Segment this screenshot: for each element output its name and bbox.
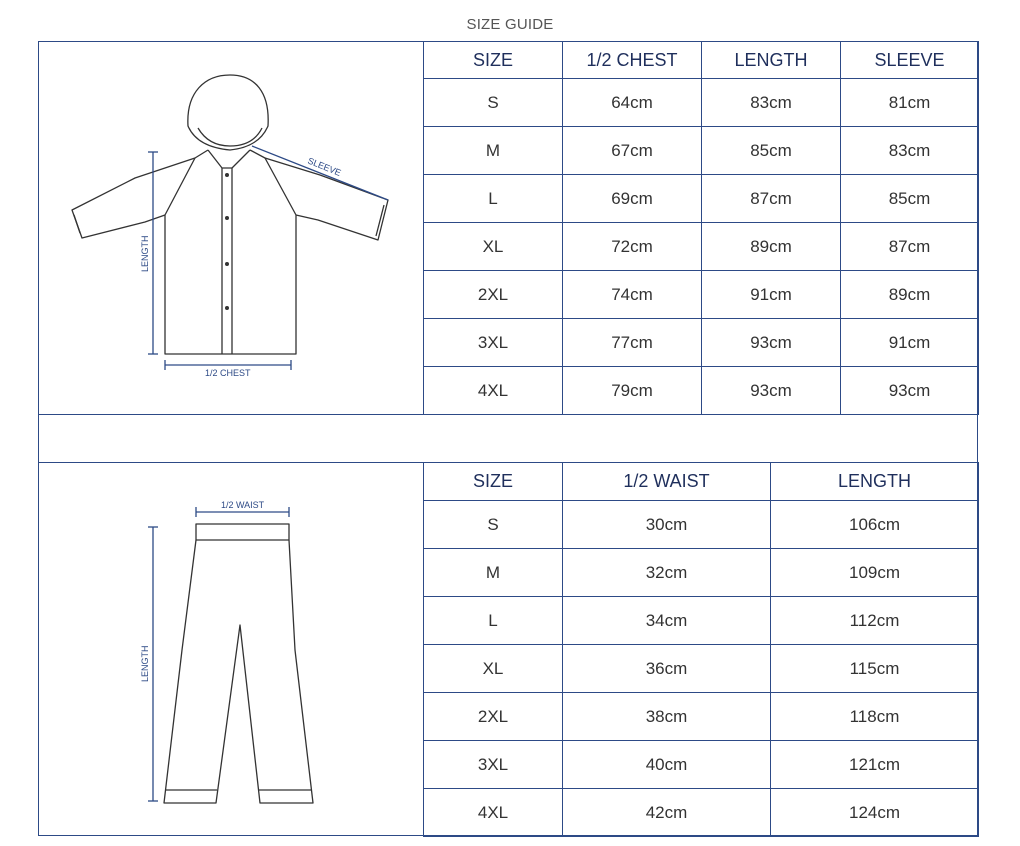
table-row [424, 549, 979, 597]
sleeve-cell: 81cm [841, 79, 979, 127]
table-row [424, 367, 979, 415]
jacket-illustration [40, 43, 422, 413]
size-cell: L [424, 597, 563, 645]
chest-cell: 77cm [563, 319, 702, 367]
waist-cell: 38cm [563, 693, 771, 741]
length-cell: 93cm [702, 367, 841, 415]
length-cell: 112cm [771, 597, 979, 645]
length-cell: 109cm [771, 549, 979, 597]
table-row [424, 597, 979, 645]
table-row [424, 741, 979, 789]
size-cell: L [424, 175, 563, 223]
jacket-chest-label: 1/2 CHEST [205, 368, 251, 378]
sleeve-cell: 93cm [841, 367, 979, 415]
length-cell: 121cm [771, 741, 979, 789]
table-row [424, 789, 979, 837]
table-row [424, 693, 979, 741]
pants-waist-label: 1/2 WAIST [221, 500, 265, 510]
table-header-row [424, 463, 979, 501]
pants-size-table [423, 462, 979, 837]
length-cell: 85cm [702, 127, 841, 175]
size-cell: 2XL [424, 271, 563, 319]
waist-cell: 30cm [563, 501, 771, 549]
table-row [424, 223, 979, 271]
chest-cell: 74cm [563, 271, 702, 319]
length-cell: 91cm [702, 271, 841, 319]
table-header-row [424, 42, 979, 79]
table-row [424, 175, 979, 223]
length-cell: 83cm [702, 79, 841, 127]
button-dot [225, 173, 229, 177]
size-cell: 2XL [424, 693, 563, 741]
pants-illustration [40, 464, 422, 834]
waist-cell: 42cm [563, 789, 771, 837]
chest-cell: 79cm [563, 367, 702, 415]
table-row [424, 79, 979, 127]
table-row [424, 319, 979, 367]
size-cell: 3XL [424, 741, 563, 789]
waist-cell: 32cm [563, 549, 771, 597]
header-size: SIZE [424, 463, 563, 501]
sleeve-cell: 83cm [841, 127, 979, 175]
size-cell: 4XL [424, 367, 563, 415]
header-length: LENGTH [702, 42, 841, 79]
page-title: SIZE GUIDE [466, 16, 554, 33]
pants-length-label: LENGTH [140, 645, 150, 682]
waist-cell: 40cm [563, 741, 771, 789]
waist-cell: 34cm [563, 597, 771, 645]
size-cell: M [424, 127, 563, 175]
table-row [424, 645, 979, 693]
jacket-length-label: LENGTH [140, 235, 150, 272]
header-chest: 1/2 CHEST [563, 42, 702, 79]
jacket-sleeve-label: SLEEVE [306, 155, 343, 178]
sleeve-cell: 87cm [841, 223, 979, 271]
length-cell: 118cm [771, 693, 979, 741]
sleeve-cell: 91cm [841, 319, 979, 367]
header-length: LENGTH [771, 463, 979, 501]
size-cell: S [424, 79, 563, 127]
header-sleeve: SLEEVE [841, 42, 979, 79]
waist-cell: 36cm [563, 645, 771, 693]
size-cell: 3XL [424, 319, 563, 367]
length-cell: 124cm [771, 789, 979, 837]
header-waist: 1/2 WAIST [563, 463, 771, 501]
sleeve-cell: 85cm [841, 175, 979, 223]
button-dot [225, 306, 229, 310]
chest-cell: 69cm [563, 175, 702, 223]
chest-cell: 64cm [563, 79, 702, 127]
size-cell: M [424, 549, 563, 597]
chest-cell: 67cm [563, 127, 702, 175]
button-dot [225, 216, 229, 220]
size-cell: 4XL [424, 789, 563, 837]
size-cell: XL [424, 223, 563, 271]
sleeve-cell: 89cm [841, 271, 979, 319]
size-cell: S [424, 501, 563, 549]
jacket-size-table [423, 41, 979, 415]
table-row [424, 501, 979, 549]
button-dot [225, 262, 229, 266]
table-row [424, 271, 979, 319]
length-cell: 115cm [771, 645, 979, 693]
chest-cell: 72cm [563, 223, 702, 271]
size-cell: XL [424, 645, 563, 693]
length-cell: 93cm [702, 319, 841, 367]
length-cell: 106cm [771, 501, 979, 549]
table-row [424, 127, 979, 175]
length-cell: 89cm [702, 223, 841, 271]
header-size: SIZE [424, 42, 563, 79]
length-cell: 87cm [702, 175, 841, 223]
